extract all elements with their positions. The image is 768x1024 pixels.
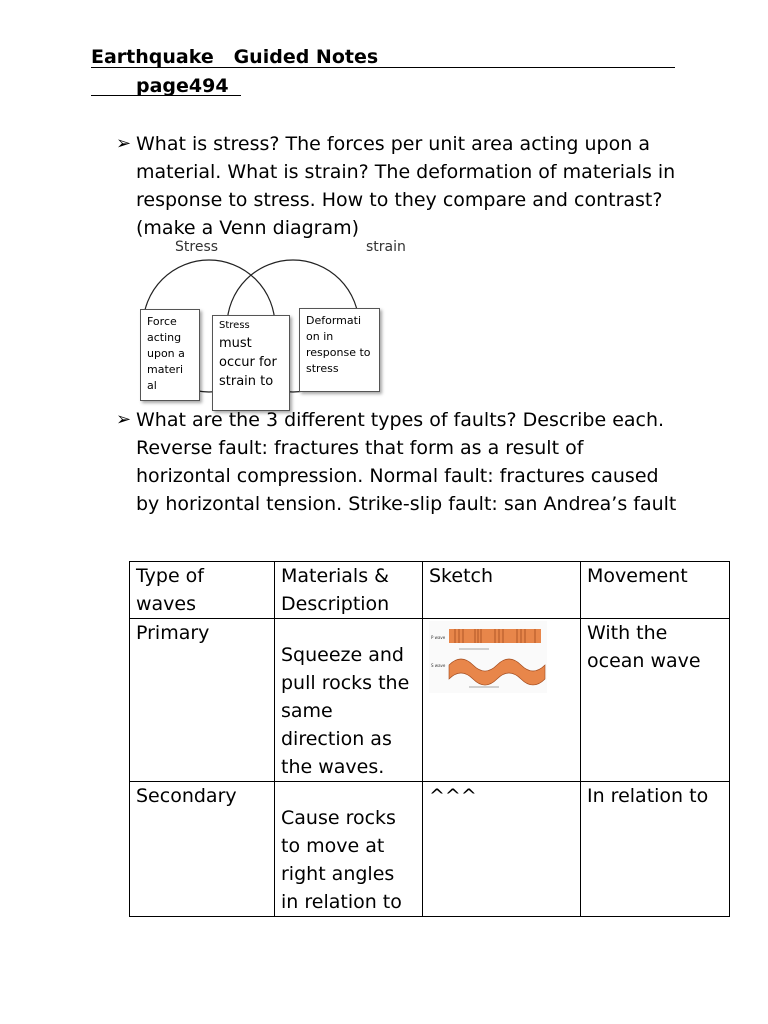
wave-movement-cell: With the ocean wave: [581, 619, 730, 782]
header-type: Type of waves: [130, 562, 275, 619]
table-row: [130, 782, 730, 917]
venn-middle-box: [212, 315, 290, 411]
venn-right-box: Deformati on in response to stress: [299, 308, 380, 392]
page-reference-underline: [91, 95, 241, 96]
wave-movement-cell: In relation to: [581, 782, 730, 917]
venn-middle-text: must occur for strain to: [219, 336, 277, 389]
venn-middle-title: Stress: [219, 320, 250, 331]
wave-type-cell: Primary: [130, 619, 275, 782]
sketch-s-label: S wave: [431, 663, 446, 668]
question-stress-strain: What is stress? The forces per unit area acting upon a material. What is strain? The deformation of materials in response to stress. How to they compare and contrast? (make a Venn diagram): [136, 133, 676, 239]
wave-sketch-cell: [423, 619, 581, 782]
wave-sketch-cell: ^^^: [423, 782, 581, 917]
wave-type-cell: Secondary: [130, 782, 275, 917]
title-underline: [91, 67, 675, 68]
sketch-p-label: P wave: [431, 635, 446, 640]
page-reference: page494: [136, 75, 229, 97]
venn-left-label: Stress: [175, 239, 219, 255]
question-faults: What are the 3 different types of faults? Describe each. Reverse fault: fractures that form as a result of horizontal compression. Normal fault: fractures caused by horizontal tension. Strike-slip fault: san Andrea’s fault: [136, 409, 677, 515]
venn-left-box: Force acting upon a materi al: [140, 309, 200, 401]
wave-description-cell: Squeeze and pull rocks the same direction as the waves.: [275, 619, 423, 782]
table-header-row: [130, 562, 730, 619]
header-movement: Movement: [581, 562, 730, 619]
venn-right-label: strain: [366, 239, 406, 255]
header-description: Materials & Description: [275, 562, 423, 619]
bullet-arrow-icon: ➢: [116, 133, 132, 154]
wave-description-cell: Cause rocks to move at right angles in relation to: [275, 782, 423, 917]
wave-table: [129, 561, 730, 917]
wave-sketch-image: [429, 621, 547, 693]
bullet-arrow-icon: ➢: [116, 409, 132, 430]
header-sketch: Sketch: [423, 562, 581, 619]
document-title: Earthquake Guided Notes: [91, 46, 379, 68]
table-row: [130, 619, 730, 782]
